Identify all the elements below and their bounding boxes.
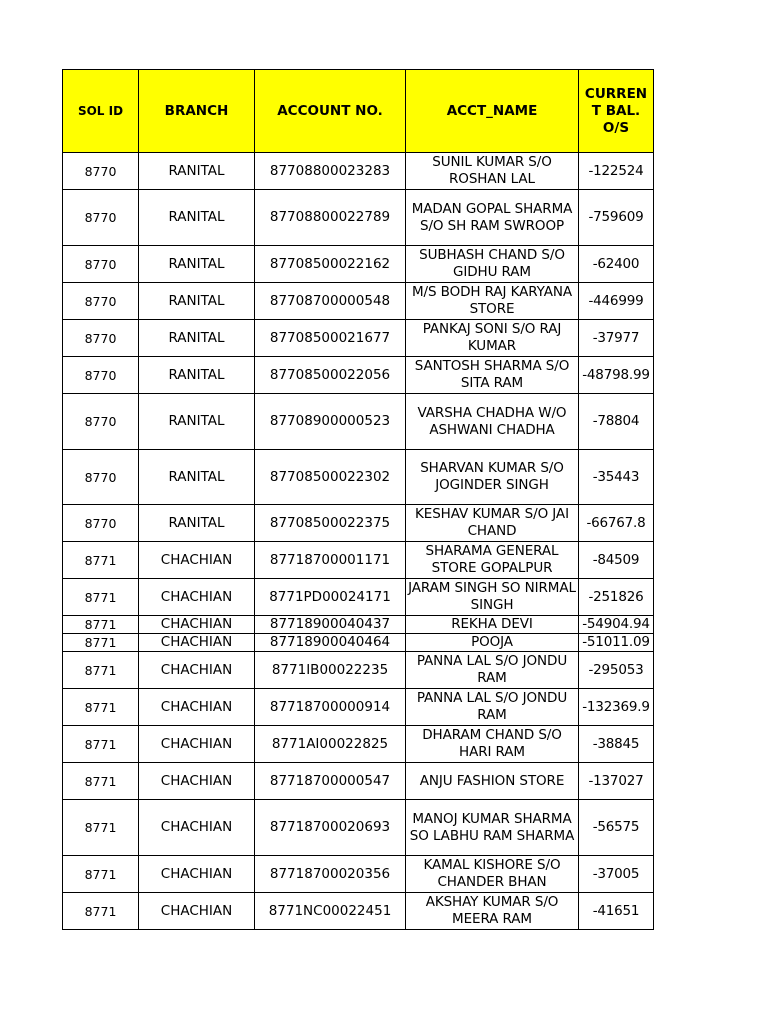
cell-current-bal: -37005	[579, 856, 654, 893]
table-row	[63, 450, 654, 505]
table-row	[63, 634, 654, 652]
cell-sol-id: 8771	[63, 652, 139, 689]
cell-account-no: 87718700020356	[255, 856, 406, 893]
cell-current-bal: -37977	[579, 320, 654, 357]
cell-branch: RANITAL	[139, 153, 255, 190]
cell-sol-id: 8771	[63, 856, 139, 893]
cell-acct-name: SHARVAN KUMAR S/O JOGINDER SINGH	[406, 450, 579, 505]
cell-sol-id: 8770	[63, 190, 139, 246]
table-row	[63, 190, 654, 246]
cell-branch: RANITAL	[139, 283, 255, 320]
cell-current-bal: -251826	[579, 579, 654, 616]
table-row	[63, 726, 654, 763]
cell-acct-name: SANTOSH SHARMA S/O SITA RAM	[406, 357, 579, 394]
cell-branch: CHACHIAN	[139, 652, 255, 689]
table-row	[63, 652, 654, 689]
cell-sol-id: 8770	[63, 283, 139, 320]
cell-sol-id: 8770	[63, 320, 139, 357]
cell-acct-name: SHARAMA GENERAL STORE GOPALPUR	[406, 542, 579, 579]
cell-current-bal: -56575	[579, 800, 654, 856]
header-row	[63, 70, 654, 153]
table-row	[63, 505, 654, 542]
cell-branch: RANITAL	[139, 394, 255, 450]
cell-sol-id: 8770	[63, 153, 139, 190]
header-current-bal: CURREN T BAL. O/S	[579, 70, 654, 153]
cell-current-bal: -35443	[579, 450, 654, 505]
cell-acct-name: PANKAJ SONI S/O RAJ KUMAR	[406, 320, 579, 357]
cell-sol-id: 8770	[63, 394, 139, 450]
cell-current-bal: -446999	[579, 283, 654, 320]
table-row	[63, 893, 654, 930]
header-sol-id: SOL ID	[63, 70, 139, 153]
cell-branch: RANITAL	[139, 357, 255, 394]
table-row	[63, 800, 654, 856]
cell-sol-id: 8771	[63, 800, 139, 856]
cell-branch: CHACHIAN	[139, 726, 255, 763]
cell-sol-id: 8771	[63, 726, 139, 763]
cell-acct-name: SUBHASH CHAND S/O GIDHU RAM	[406, 246, 579, 283]
cell-acct-name: SUNIL KUMAR S/O ROSHAN LAL	[406, 153, 579, 190]
cell-branch: CHACHIAN	[139, 856, 255, 893]
cell-current-bal: -122524	[579, 153, 654, 190]
cell-sol-id: 8771	[63, 616, 139, 634]
cell-current-bal: -137027	[579, 763, 654, 800]
cell-acct-name: POOJA	[406, 634, 579, 652]
cell-branch: CHACHIAN	[139, 689, 255, 726]
cell-acct-name: AKSHAY KUMAR S/O MEERA RAM	[406, 893, 579, 930]
cell-account-no: 87708500022375	[255, 505, 406, 542]
cell-current-bal: -54904.94	[579, 616, 654, 634]
cell-acct-name: PANNA LAL S/O JONDU RAM	[406, 689, 579, 726]
cell-sol-id: 8771	[63, 542, 139, 579]
cell-sol-id: 8770	[63, 450, 139, 505]
cell-sol-id: 8771	[63, 579, 139, 616]
cell-current-bal: -78804	[579, 394, 654, 450]
cell-current-bal: -759609	[579, 190, 654, 246]
cell-account-no: 87708500022302	[255, 450, 406, 505]
cell-account-no: 87708900000523	[255, 394, 406, 450]
table-row	[63, 153, 654, 190]
cell-current-bal: -38845	[579, 726, 654, 763]
cell-account-no: 87708500021677	[255, 320, 406, 357]
cell-acct-name: MADAN GOPAL SHARMA S/O SH RAM SWROOP	[406, 190, 579, 246]
table-row	[63, 689, 654, 726]
table-row	[63, 616, 654, 634]
cell-branch: CHACHIAN	[139, 893, 255, 930]
cell-account-no: 87718700000547	[255, 763, 406, 800]
cell-sol-id: 8770	[63, 357, 139, 394]
cell-sol-id: 8771	[63, 763, 139, 800]
table-row	[63, 394, 654, 450]
header-account-no: ACCOUNT NO.	[255, 70, 406, 153]
cell-acct-name: KAMAL KISHORE S/O CHANDER BHAN	[406, 856, 579, 893]
cell-sol-id: 8770	[63, 505, 139, 542]
cell-account-no: 87708800023283	[255, 153, 406, 190]
cell-sol-id: 8770	[63, 246, 139, 283]
table-row	[63, 763, 654, 800]
cell-account-no: 8771IB00022235	[255, 652, 406, 689]
cell-acct-name: MANOJ KUMAR SHARMA SO LABHU RAM SHARMA	[406, 800, 579, 856]
table-row	[63, 357, 654, 394]
cell-current-bal: -62400	[579, 246, 654, 283]
table-row	[63, 579, 654, 616]
cell-branch: CHACHIAN	[139, 634, 255, 652]
cell-current-bal: -51011.09	[579, 634, 654, 652]
cell-acct-name: JARAM SINGH SO NIRMAL SINGH	[406, 579, 579, 616]
cell-branch: RANITAL	[139, 320, 255, 357]
accounts-table	[62, 69, 654, 930]
header-branch: BRANCH	[139, 70, 255, 153]
cell-account-no: 8771AI00022825	[255, 726, 406, 763]
cell-branch: CHACHIAN	[139, 542, 255, 579]
cell-account-no: 8771NC00022451	[255, 893, 406, 930]
cell-account-no: 87708500022056	[255, 357, 406, 394]
cell-account-no: 87718700020693	[255, 800, 406, 856]
cell-branch: RANITAL	[139, 246, 255, 283]
cell-account-no: 87718900040464	[255, 634, 406, 652]
cell-account-no: 87718700000914	[255, 689, 406, 726]
table-row	[63, 320, 654, 357]
cell-current-bal: -66767.8	[579, 505, 654, 542]
cell-sol-id: 8771	[63, 689, 139, 726]
cell-account-no: 87718900040437	[255, 616, 406, 634]
table-row	[63, 246, 654, 283]
cell-account-no: 87708700000548	[255, 283, 406, 320]
cell-account-no: 87708500022162	[255, 246, 406, 283]
cell-branch: CHACHIAN	[139, 616, 255, 634]
cell-branch: RANITAL	[139, 190, 255, 246]
cell-branch: CHACHIAN	[139, 763, 255, 800]
cell-current-bal: -84509	[579, 542, 654, 579]
cell-branch: CHACHIAN	[139, 800, 255, 856]
cell-acct-name: M/S BODH RAJ KARYANA STORE	[406, 283, 579, 320]
cell-branch: RANITAL	[139, 505, 255, 542]
cell-sol-id: 8771	[63, 893, 139, 930]
cell-account-no: 8771PD00024171	[255, 579, 406, 616]
cell-account-no: 87718700001171	[255, 542, 406, 579]
cell-acct-name: KESHAV KUMAR S/O JAI CHAND	[406, 505, 579, 542]
cell-branch: RANITAL	[139, 450, 255, 505]
cell-current-bal: -48798.99	[579, 357, 654, 394]
cell-sol-id: 8771	[63, 634, 139, 652]
table-row	[63, 542, 654, 579]
cell-account-no: 87708800022789	[255, 190, 406, 246]
cell-acct-name: REKHA DEVI	[406, 616, 579, 634]
cell-acct-name: VARSHA CHADHA W/O ASHWANI CHADHA	[406, 394, 579, 450]
table-row	[63, 856, 654, 893]
table-row	[63, 283, 654, 320]
cell-acct-name: ANJU FASHION STORE	[406, 763, 579, 800]
cell-acct-name: DHARAM CHAND S/O HARI RAM	[406, 726, 579, 763]
cell-current-bal: -41651	[579, 893, 654, 930]
header-acct-name: ACCT_NAME	[406, 70, 579, 153]
cell-branch: CHACHIAN	[139, 579, 255, 616]
cell-acct-name: PANNA LAL S/O JONDU RAM	[406, 652, 579, 689]
cell-current-bal: -295053	[579, 652, 654, 689]
cell-current-bal: -132369.9	[579, 689, 654, 726]
